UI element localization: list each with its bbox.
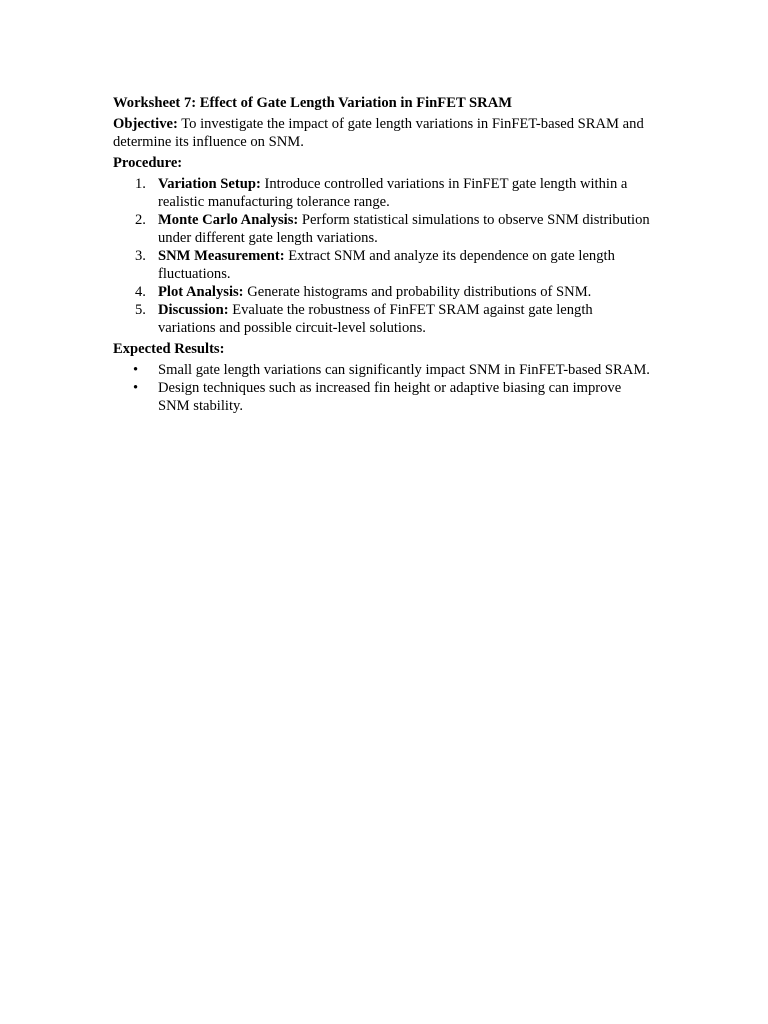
result-text: Small gate length variations can significantly impact SNM in FinFET-based SRAM. [158,362,650,378]
step-number: 4. [135,284,146,300]
step-number: 5. [135,302,146,318]
procedure-step [113,301,653,337]
bullet-icon: • [133,362,139,378]
step-text: Generate histograms and probability distributions of SNM. [243,284,592,300]
step-label: SNM Measurement: [158,248,285,264]
step-number: 3. [135,248,146,264]
procedure-list [113,175,653,337]
step-label: Discussion: [158,302,229,318]
expected-results-heading: Expected Results: [113,341,225,357]
procedure-step [113,175,653,211]
result-item [113,379,653,415]
step-text: Extract SNM and analyze its dependence on gate length fluctuations. [158,248,615,282]
worksheet-title: Worksheet 7: Effect of Gate Length Variation in FinFET SRAM [113,95,513,111]
step-number: 2. [135,212,146,228]
procedure-step [113,247,653,283]
step-text: Evaluate the robustness of FinFET SRAM against gate length variations and possible circuit-level solutions. [158,302,593,336]
step-label: Variation Setup: [158,176,261,192]
result-text: Design techniques such as increased fin height or adaptive biasing can improve SNM stability. [158,380,622,414]
objective-text: To investigate the impact of gate length variations in FinFET-based SRAM and determine its influence on SNM. [113,116,644,150]
procedure-heading: Procedure: [113,155,183,171]
result-item [113,361,653,379]
procedure-step [113,211,653,247]
step-text: Introduce controlled variations in FinFET gate length within a realistic manufacturing tolerance range. [158,176,628,210]
document-page [113,94,653,415]
step-number: 1. [135,176,146,192]
procedure-step [113,283,653,301]
objective-label: Objective: [113,116,178,132]
step-text: Perform statistical simulations to observe SNM distribution under different gate length variations. [158,212,650,246]
step-label: Monte Carlo Analysis: [158,212,299,228]
expected-results-list [113,361,653,415]
step-label: Plot Analysis: [158,284,244,300]
bullet-icon: • [133,380,139,396]
objective-paragraph [113,115,653,151]
